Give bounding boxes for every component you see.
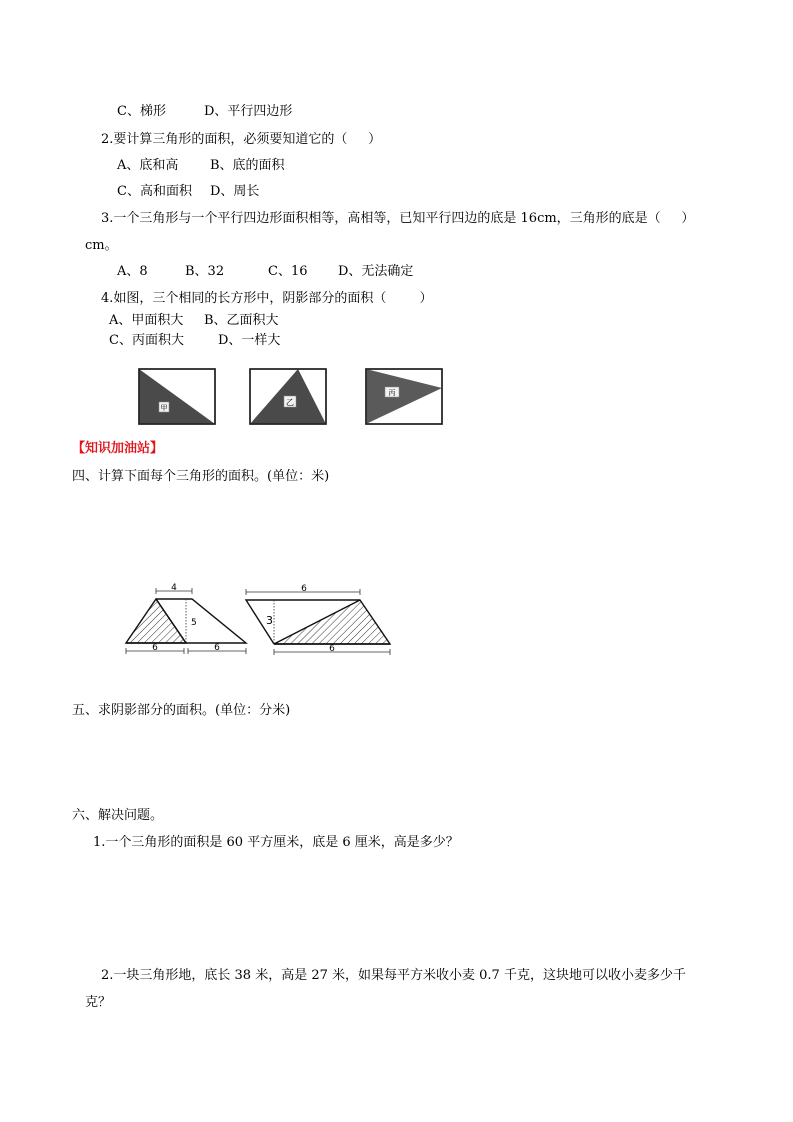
figure-jia-label: 甲 <box>160 404 168 412</box>
section5-heading: 五、求阴影部分的面积。(单位：分米) <box>72 703 291 718</box>
fig1-top-label: 4 <box>171 583 177 593</box>
q3-option-a: A、8 <box>117 264 148 279</box>
q4-option-c: C、丙面积大 <box>109 333 184 348</box>
q1-option-c: C、梯形 <box>117 104 166 119</box>
q4-option-d: D、一样大 <box>218 333 281 348</box>
section4-figure-2 <box>242 586 394 658</box>
figure-jia <box>138 368 218 426</box>
problem-2-line-1: 2.一块三角形地，底长 38 米，高是 27 米，如果每平方米收小麦 0.7 千克，这块地可以收小麦多少千 <box>101 968 686 983</box>
figure-bing <box>365 368 445 426</box>
problem-2-line-2: 克？ <box>85 995 112 1010</box>
figure-yi <box>249 368 329 426</box>
q4-stem: 4.如图，三个相同的长方形中，阴影部分的面积（ ） <box>101 291 433 306</box>
q4-option-a: A、甲面积大 <box>109 313 184 328</box>
figure-yi-label: 乙 <box>286 398 294 407</box>
q2-option-a: A、底和高 <box>117 158 179 173</box>
q1-option-d: D、平行四边形 <box>204 104 293 119</box>
q2-stem: 2.要计算三角形的面积，必须要知道它的（ ） <box>101 132 382 147</box>
fig2-top-label: 6 <box>301 584 307 594</box>
knowledge-banner: 【知识加油站】 <box>72 441 164 456</box>
q3-stem: 3.一个三角形与一个平行四边形面积相等，高相等，已知平行四边的底是 16cm，三角形的底是（ ） <box>101 211 695 226</box>
section4-heading: 四、计算下面每个三角形的面积。(单位：米) <box>72 469 330 484</box>
problem-1: 1.一个三角形的面积是 60 平方厘米，底是 6 厘米，高是多少？ <box>93 835 459 850</box>
q3-stem-continued: cm。 <box>85 238 118 253</box>
fig2-height-label: 3 <box>266 614 273 627</box>
q3-option-d: D、无法确定 <box>338 264 414 279</box>
q3-option-c: C、16 <box>268 264 308 279</box>
q3-option-b: B、32 <box>185 264 225 279</box>
fig1-height-label: 5 <box>191 618 197 628</box>
section4-figure-1 <box>124 585 249 657</box>
q2-option-d: D、周长 <box>210 184 260 199</box>
fig1-bottom-left-label: 6 <box>152 643 158 653</box>
q2-option-b: B、底的面积 <box>210 158 285 173</box>
figure-bing-label: 丙 <box>388 389 396 397</box>
fig1-bottom-right-label: 6 <box>214 643 220 653</box>
q2-option-c: C、高和面积 <box>117 184 192 199</box>
q4-option-b: B、乙面积大 <box>204 313 279 328</box>
fig2-bottom-label: 6 <box>329 644 335 654</box>
section6-heading: 六、解决问题。 <box>72 808 164 823</box>
